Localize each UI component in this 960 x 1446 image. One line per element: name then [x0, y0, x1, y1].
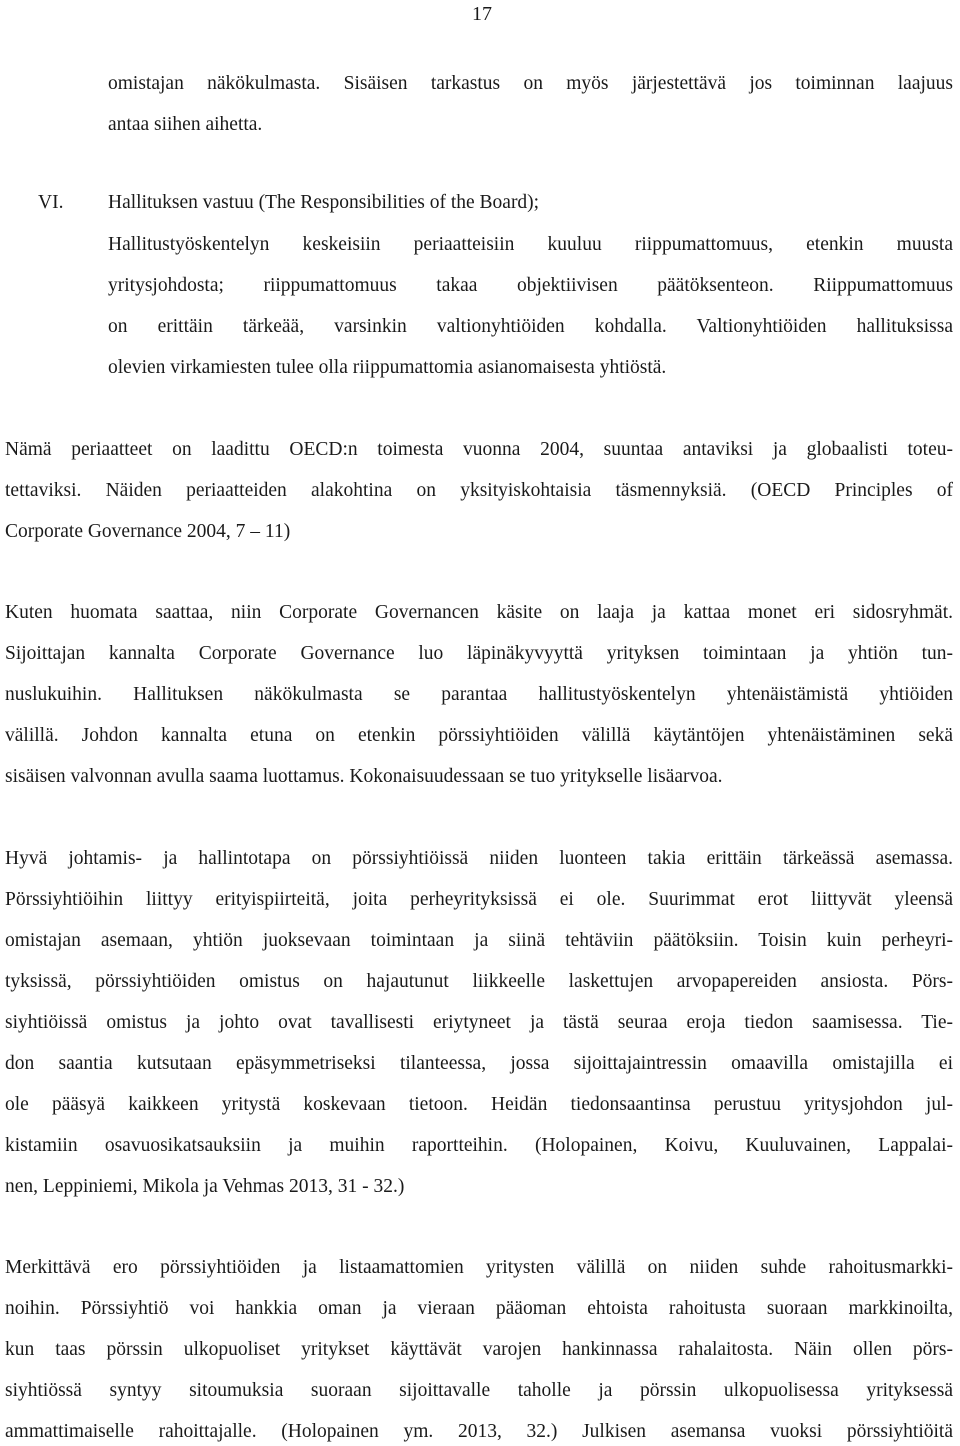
text-line: nuslukuihin. Hallituksen näkökulmasta se parantaa hallitustyöskentelyn yhtenäistämistä yhtiöiden: [5, 684, 953, 705]
text-line: siyhtiössä syntyy sitoumuksia suoraan sijoittavalle taholle ja pörssin ulkopuolisessa yrityksessä: [5, 1380, 953, 1401]
text-line: on erittäin tärkeää, varsinkin valtionyhtiöiden kohdalla. Valtionyhtiöiden hallituksissa: [108, 316, 953, 337]
section-heading: Hallituksen vastuu (The Responsibilities of the Board);: [108, 192, 540, 213]
text-line: omistajan asemaan, yhtiön juoksevaan toimintaan ja siinä tehtäviin päätöksiin. Toisin kuin perheyri-: [5, 930, 953, 951]
text-line: ammattimaiselle rahoittajalle. (Holopainen ym. 2013, 32.) Julkisen asemansa vuoksi pörssiyhtiöitä: [5, 1421, 953, 1442]
text-line: siyhtiöissä omistus ja johto ovat tavallisesti eriytyneet ja tästä seuraa eroja tiedon saamisessa. Tie-: [5, 1012, 953, 1033]
list-numeral: VI.: [38, 192, 64, 213]
text-line: tettaviksi. Näiden periaatteiden alakohtina on yksityiskohtaisia täsmennyksiä. (OECD Principles of: [5, 480, 953, 501]
page-number: 17: [472, 3, 492, 25]
text-line: yritysjohdosta; riippumattomuus takaa objektiivisen päätöksenteon. Riippumattomuus: [108, 275, 953, 296]
text-line: antaa siihen aihetta.: [108, 114, 263, 135]
text-line: Corporate Governance 2004, 7 – 11): [5, 521, 291, 542]
text-line: kistamiin osavuosikatsauksiin ja muihin raportteihin. (Holopainen, Koivu, Kuuluvainen, Lappalai-: [5, 1135, 953, 1156]
text-line: Hyvä johtamis- ja hallintotapa on pörssiyhtiöissä niiden luonteen takia erittäin tärkeässä asemassa.: [5, 848, 953, 869]
text-line: Kuten huomata saattaa, niin Corporate Governancen käsite on laaja ja kattaa monet eri sidosryhmät.: [5, 602, 953, 623]
text-line: nen, Leppiniemi, Mikola ja Vehmas 2013, 31 - 32.): [5, 1176, 405, 1197]
text-line: don saantia kutsutaan epäsymmetriseksi tilanteessa, jossa sijoittajaintressin omaavilla omistajilla ei: [5, 1053, 953, 1074]
text-line: Merkittävä ero pörssiyhtiöiden ja listaamattomien yritysten välillä on niiden suhde rahoitusmarkki-: [5, 1257, 953, 1278]
text-line: noihin. Pörssiyhtiö voi hankkia oman ja vieraan pääoman ehtoista rahoitusta suoraan markkinoilta,: [5, 1298, 953, 1319]
text-line: tyksissä, pörssiyhtiöiden omistus on hajautunut liikkeelle laskettujen arvopapereiden ansiosta. Pörs-: [5, 971, 953, 992]
text-line: ole pääsyä kaikkeen yritystä koskevaan tietoon. Heidän tiedonsaantinsa perustuu yritysjohdon jul-: [5, 1094, 953, 1115]
text-line: Sijoittajan kannalta Corporate Governance luo läpinäkyvyyttä yrityksen toimintaan ja yhtiön tun-: [5, 643, 953, 664]
text-line: Hallitustyöskentelyn keskeisiin periaatteisiin kuuluu riippumattomuus, etenkin muusta: [108, 234, 953, 255]
text-line: Nämä periaatteet on laadittu OECD:n toimesta vuonna 2004, suuntaa antaviksi ja globaalisti toteu-: [5, 439, 953, 460]
text-line: sisäisen valvonnan avulla saama luottamus. Kokonaisuudessaan se tuo yritykselle lisäarvoa.: [5, 766, 723, 787]
text-line: kun taas pörssin ulkopuoliset yritykset käyttävät varojen hankinnassa rahalaitosta. Näin ollen pörs-: [5, 1339, 953, 1360]
text-line: Pörssiyhtiöihin liittyy erityispiirteitä, joita perheyrityksissä ei ole. Suurimmat erot liittyvät yleensä: [5, 889, 953, 910]
text-line: välillä. Johdon kannalta etuna on etenkin pörssiyhtiöiden välillä käytäntöjen yhtenäistäminen sekä: [5, 725, 953, 746]
text-line: omistajan näkökulmasta. Sisäisen tarkastus on myös järjestettävä jos toiminnan laajuus: [108, 73, 953, 94]
text-line: olevien virkamiesten tulee olla riippumattomia asianomaisesta yhtiöstä.: [108, 357, 667, 378]
